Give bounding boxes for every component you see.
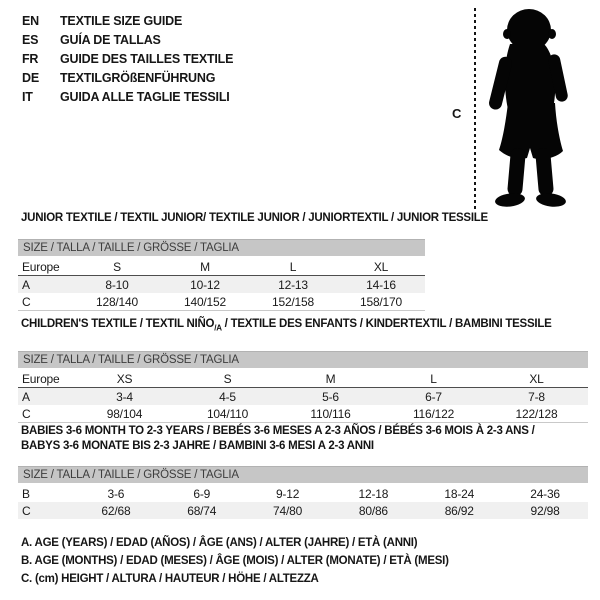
- measurement-legend: [21, 534, 449, 588]
- row-label: C: [22, 294, 31, 309]
- table-cell: L: [249, 258, 337, 276]
- table-cell: 110/116: [310, 406, 351, 421]
- table-cell: 12-13: [249, 276, 337, 294]
- table-cell: 158/170: [360, 294, 402, 309]
- junior-size-table: [18, 258, 425, 311]
- table-cell: S: [73, 258, 161, 276]
- section-title-subscript: /A: [214, 323, 222, 333]
- language-title: TEXTILGRÖßENFÜHRUNG: [60, 71, 216, 85]
- table-cell: 140/152: [184, 294, 226, 309]
- table-cell: XL: [485, 370, 588, 388]
- section-title: [21, 317, 588, 335]
- table-cell: 80/86: [330, 502, 416, 519]
- table-cell: 122/128: [515, 406, 558, 421]
- size-header-bar: SIZE / TALLA / TAILLE / GRÖSSE / TAGLIA: [18, 466, 588, 483]
- height-measure-dashed-line: [474, 8, 476, 211]
- table-cell: XL: [337, 258, 425, 276]
- height-measure-label: C: [452, 106, 462, 121]
- table-row-region: [18, 370, 588, 388]
- baby-silhouette-image: [482, 8, 578, 210]
- language-row: [22, 50, 233, 69]
- section-title: JUNIOR TEXTILE / TEXTIL JUNIOR/ TEXTILE JUNIOR / JUNIORTEXTIL / JUNIOR TESSILE: [21, 212, 488, 224]
- table-cell: 24-36: [530, 486, 560, 501]
- language-code: FR: [22, 52, 39, 66]
- table-cell: 12-18: [358, 486, 389, 501]
- section-title-part: / TEXTILE DES ENFANTS / KINDERTEXTIL / BAMBINI TESSILE: [221, 318, 552, 330]
- language-row: [22, 88, 233, 107]
- row-label: Europe: [18, 258, 73, 276]
- table-cell: 62/68: [73, 502, 159, 519]
- row-label: A: [18, 388, 73, 406]
- language-row: [22, 31, 233, 50]
- row-label: Europe: [18, 370, 73, 388]
- table-cell: 4-5: [176, 388, 279, 406]
- language-row: [22, 12, 233, 31]
- table-cell: XS: [73, 370, 176, 388]
- table-cell: 92/98: [502, 502, 588, 519]
- table-cell: 104/110: [206, 406, 249, 421]
- table-cell: M: [161, 258, 249, 276]
- table-cell: 5-6: [279, 388, 382, 406]
- table-cell: 7-8: [485, 388, 588, 406]
- size-header-bar: SIZE / TALLA / TAILLE / GRÖSSE / TAGLIA: [18, 239, 425, 256]
- table-cell: 6-9: [193, 486, 211, 501]
- language-code: IT: [22, 90, 33, 104]
- table-row-height: [18, 502, 588, 519]
- language-row: [22, 69, 233, 88]
- language-title-list: [22, 12, 233, 107]
- table-cell: 128/140: [96, 294, 138, 309]
- legend-item-age-months: B. AGE (MONTHS) / EDAD (MESES) / ÂGE (MOIS) / ALTER (MONATE) / ETÀ (MESI): [21, 555, 449, 567]
- language-title: GUIDE DES TAILLES TEXTILE: [60, 52, 234, 66]
- section-babies-textile: [18, 424, 588, 519]
- size-header-bar: SIZE / TALLA / TAILLE / GRÖSSE / TAGLIA: [18, 351, 588, 368]
- table-cell: 98/104: [106, 406, 143, 421]
- table-row-region: [18, 258, 425, 276]
- language-title: TEXTILE SIZE GUIDE: [60, 14, 183, 28]
- row-label: B: [22, 486, 30, 501]
- table-row-height: [18, 405, 588, 423]
- language-code: EN: [22, 14, 39, 28]
- table-cell: 10-12: [161, 276, 249, 294]
- table-cell: 8-10: [73, 276, 161, 294]
- table-cell: 18-24: [444, 486, 475, 501]
- table-cell: 3-4: [73, 388, 176, 406]
- legend-item-age-years: A. AGE (YEARS) / EDAD (AÑOS) / ÂGE (ANS) / ALTER (JAHRE) / ETÀ (ANNI): [21, 537, 418, 549]
- row-label: A: [18, 276, 73, 294]
- table-cell: 116/122: [412, 406, 455, 421]
- row-label: C: [22, 406, 31, 421]
- table-cell: 14-16: [337, 276, 425, 294]
- children-size-table: [18, 370, 588, 423]
- section-children-textile: [18, 317, 588, 423]
- table-cell: S: [176, 370, 279, 388]
- section-title-part: CHILDREN'S TEXTILE / TEXTIL NIÑO: [21, 318, 215, 330]
- table-cell: L: [382, 370, 485, 388]
- language-title: GUIDA ALLE TAGLIE TESSILI: [60, 90, 230, 104]
- legend-item-height: C. (cm) HEIGHT / ALTURA / HAUTEUR / HÖHE / ALTEZZA: [21, 573, 319, 585]
- language-code: DE: [22, 71, 39, 85]
- table-row-age-months: [18, 485, 588, 502]
- table-row-age: [18, 276, 425, 294]
- table-cell: 74/80: [245, 502, 331, 519]
- table-cell: 86/92: [416, 502, 502, 519]
- table-cell: 6-7: [382, 388, 485, 406]
- section-junior-textile: [18, 211, 488, 311]
- table-row-height: [18, 293, 425, 311]
- table-cell: 9-12: [275, 486, 300, 501]
- table-cell: 3-6: [107, 486, 125, 501]
- section-title-line2: BABYS 3-6 MONATE BIS 2-3 JAHRE / BAMBINI 3-6 MESI A 2-3 ANNI: [21, 440, 374, 452]
- language-title: GUÍA DE TALLAS: [60, 33, 161, 47]
- table-cell: M: [279, 370, 382, 388]
- language-code: ES: [22, 33, 39, 47]
- section-title-line1: BABIES 3-6 MONTH TO 2-3 YEARS / BEBÉS 3-6 MESES A 2-3 AÑOS / BÉBÉS 3-6 MOIS À 2-3 ANS /: [21, 425, 535, 437]
- table-cell: 152/158: [272, 294, 314, 309]
- table-cell: 68/74: [159, 502, 245, 519]
- table-row-age: [18, 388, 588, 406]
- babies-size-table: [18, 485, 588, 519]
- row-label: C: [18, 502, 73, 519]
